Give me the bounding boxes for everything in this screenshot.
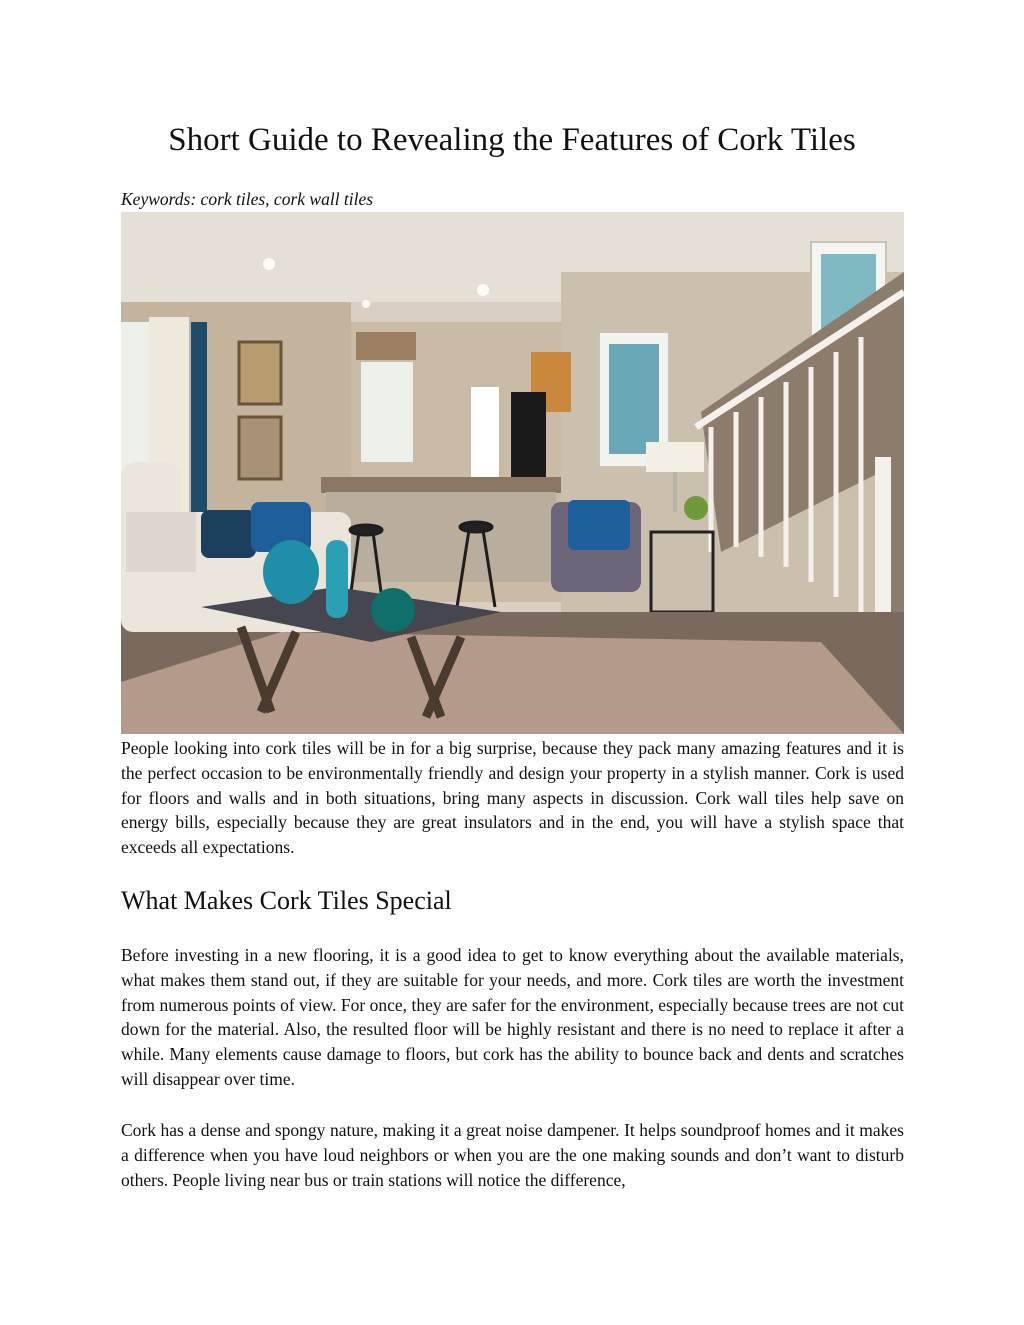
living-room-photo [121,212,904,734]
section-heading: What Makes Cork Tiles Special [121,886,452,915]
keywords-line: Keywords: cork tiles, cork wall tiles [121,189,374,209]
body-paragraph-2: Cork has a dense and spongy nature, making it a great noise dampener. It helps soundproof homes and it makes a difference when you have loud neighbors or when you are the one making sounds and don’t want to disturb others. People living near bus or train stations will notice the difference, [121,1120,904,1190]
document-title: Short Guide to Revealing the Features of Cork Tiles [168,122,856,158]
intro-paragraph: People looking into cork tiles will be in for a big surprise, because they pack many amazing features and it is the perfect occasion to be environmentally friendly and design your property in a stylish manner. Cork is used for floors and walls and in both situations, bring many aspects in discussion. Cork wall tiles help save on energy bills, especially because they are great insulators and in the end, you will have a stylish space that exceeds all expectations. [121,738,904,858]
body-paragraph-1: Before investing in a new flooring, it is a good idea to get to know everything about the available materials, what makes them stand out, if they are suitable for your needs, and more. Cork tiles are worth the investment from numerous points of view. For once, they are safer for the environment, especially because trees are not cut down for the material. Also, the resulted floor will be highly resistant and there is no need to replace it after a while. Many elements cause damage to floors, but cork has the ability to bounce back and dents and scratches will disappear over time. [121,945,904,1089]
